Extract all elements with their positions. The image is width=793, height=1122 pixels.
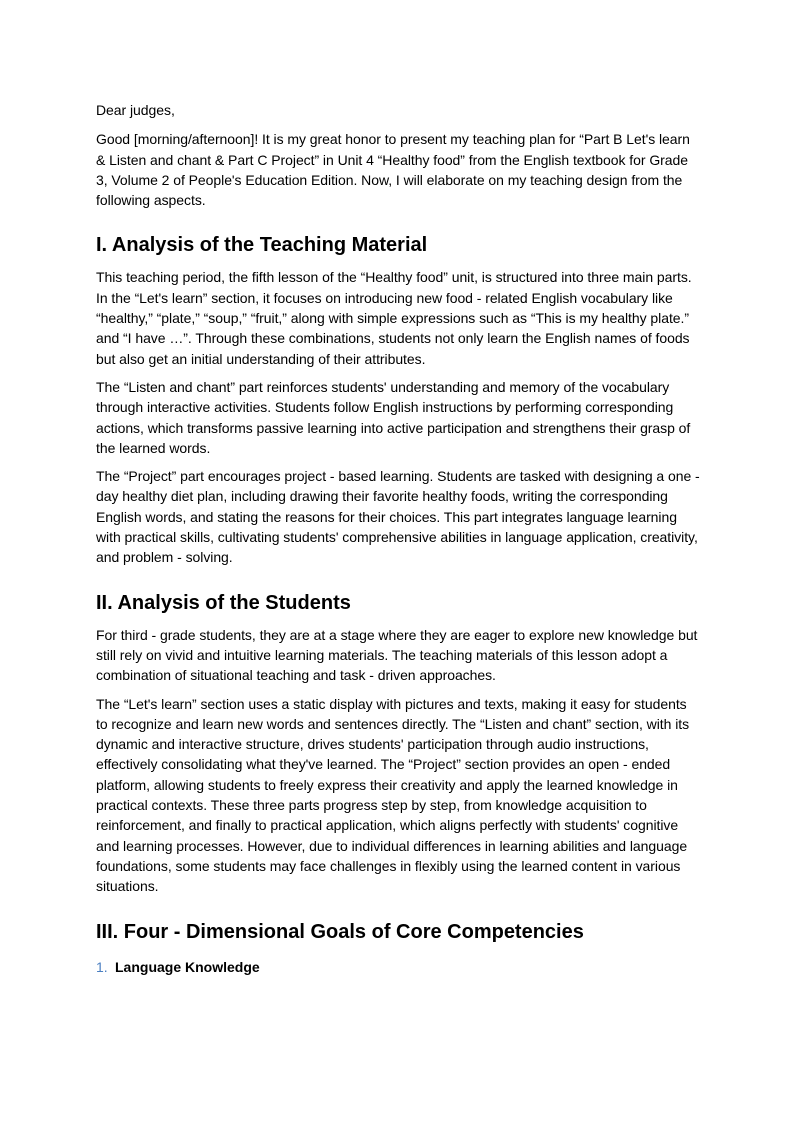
salutation: Dear judges, — [96, 102, 175, 118]
paragraph: The “Listen and chant” part reinforces students' understanding and memory of the vocabulary through interactive activities. Students follow English instructions by performing corresponding actions, which transforms passive learning into active participation and strengthens their grasp of the learned words. — [96, 378, 691, 456]
section-heading-students: II. Analysis of the Students — [96, 591, 351, 614]
paragraph: The “Project” part encourages project - based learning. Students are tasked with designing a one - day healthy diet plan, including drawing their favorite healthy foods, writing the corresponding English words, and stating the reasons for their choices. This part integrates language learning with practical skills, cultivating students' comprehensive abilities in language application, creativity, and problem - solving. — [96, 468, 700, 566]
section-heading-goals: III. Four - Dimensional Goals of Core Competencies — [96, 920, 584, 943]
paragraph: For third - grade students, they are at a stage where they are eager to explore new knowledge but still rely on vivid and intuitive learning materials. The teaching materials of this lesson adopt a combination of situational teaching and task - driven approaches. — [96, 626, 698, 684]
paragraph: The “Let's learn” section uses a static display with pictures and texts, making it easy for students to recognize and learn new words and sentences directly. The “Listen and chant” section, with its dynamic and interactive structure, drives students' participation through audio instructions, effectively consolidating what they've learned. The “Project” section provides an open - ended platform, allowing students to freely express their creativity and apply the learned knowledge in practical contexts. These three parts progress step by step, from knowledge acquisition to reinforcement, and finally to practical application, which aligns perfectly with students' cognitive and learning processes. However, due to individual differences in learning abilities and language foundations, some students may face challenges in flexibly using the learned content in various situations. — [96, 695, 690, 895]
document-page — [96, 100, 700, 977]
paragraph: This teaching period, the fifth lesson of the “Healthy food” unit, is structured into three main parts. In the “Let's learn” section, it focuses on introducing new food - related English vocabulary like “healthy,” “plate,” “soup,” “fruit,” along with simple expressions such as “This is my healthy plate.” and “I have …”. Through these combinations, students not only learn the English names of foods but also get an initial understanding of their attributes. — [96, 269, 692, 367]
list-item — [96, 957, 700, 977]
list-label: Language Knowledge — [115, 958, 260, 975]
intro-paragraph: Good [morning/afternoon]! It is my great honor to present my teaching plan for “Part B Let's learn & Listen and chant & Part C Project” in Unit 4 “Healthy food” from the English textbook for Grade 3, Volume 2 of People's Education Edition. Now, I will elaborate on my teaching design from the following aspects. — [96, 131, 690, 209]
list-number: 1. — [96, 958, 108, 975]
section-heading-teaching-material: I. Analysis of the Teaching Material — [96, 234, 428, 257]
